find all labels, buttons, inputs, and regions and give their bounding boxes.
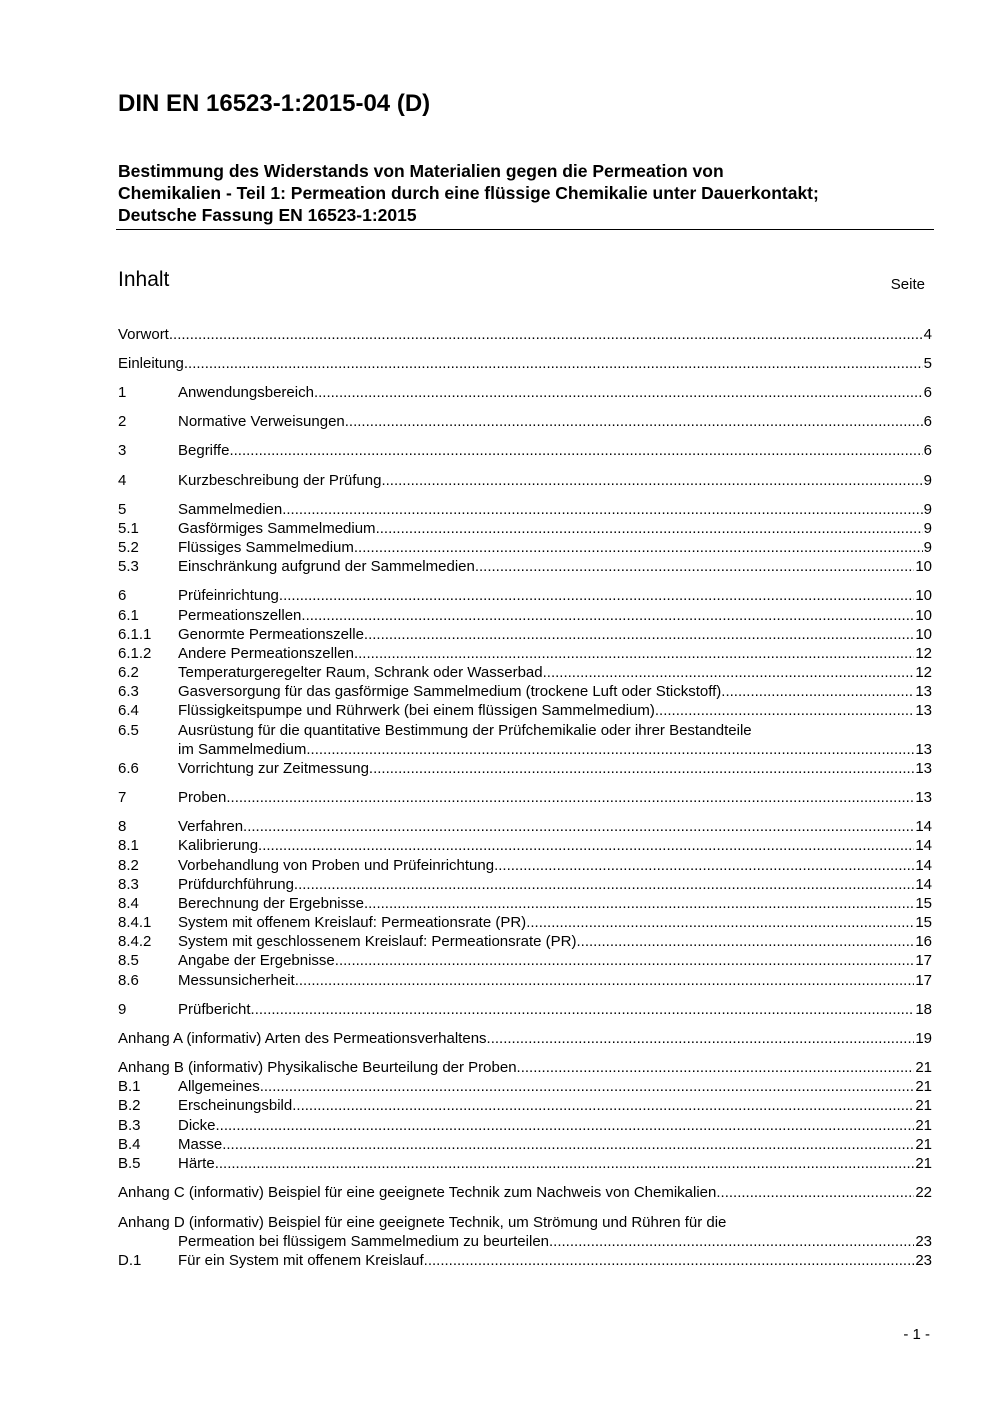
toc-dot-leader [655,701,914,720]
subtitle-line: Chemikalien - Teil 1: Permeation durch eine flüssige Chemikalie unter Dauerkontakt; [118,183,819,203]
toc-entry-number: 8.6 [118,972,139,989]
page-number: - 1 - [903,1326,930,1343]
toc-dot-leader [226,788,914,807]
toc-entry-label: Gasversorgung für das gasförmige Sammelmedium (trockene Luft oder Stickstoff) [178,683,722,700]
toc-entry-number: 7 [118,789,127,806]
toc-entry[interactable] [118,856,932,875]
toc-dot-leader [169,325,923,344]
toc-entry-label: Vorbehandlung von Proben und Prüfeinrichtung [178,857,495,874]
toc-entry-page: 6 [923,413,932,430]
toc-entry[interactable] [118,586,932,605]
toc-entry-number: 5 [118,501,127,518]
toc-entry-label: Messunsicherheit [178,972,295,989]
toc-entry-label: Prüfbericht [178,1001,251,1018]
toc-dot-leader [222,1135,914,1154]
toc-entry-page: 22 [915,1184,932,1201]
toc-entry[interactable] [118,1183,932,1202]
toc-entry-label: Masse [178,1136,223,1153]
toc-entry-page: 5 [923,355,932,372]
toc-entry-label: Kurzbeschreibung der Prüfung [178,472,382,489]
toc-entry-number: 6.1.2 [118,645,152,662]
toc-entry-page: 18 [915,1001,932,1018]
toc-entry-label: Sammelmedien [178,501,283,518]
toc-entry[interactable] [118,1116,932,1135]
toc-entry-page: 9 [923,472,932,489]
toc-entry[interactable] [118,354,932,373]
toc-entry-page: 10 [915,587,932,604]
toc-entry-number: 2 [118,413,127,430]
toc-entry-first-line [118,721,932,740]
toc-entry[interactable] [118,788,932,807]
toc-entry-number: 6 [118,587,127,604]
toc-entry-label: Prüfeinrichtung [178,587,279,604]
toc-entry-label: Temperaturgeregelter Raum, Schrank oder Wasserbad [178,664,543,681]
toc-entry-number: 6.4 [118,702,139,719]
toc-entry-page: 14 [915,857,932,874]
toc-entry-page: 9 [923,501,932,518]
toc-entry-page: 13 [915,741,932,758]
toc-dot-leader [475,557,914,576]
toc-entry[interactable] [118,500,932,519]
toc-dot-leader [279,586,914,605]
toc-entry[interactable] [118,682,932,701]
toc-entry-number: 5.1 [118,520,139,537]
toc-dot-leader [424,1251,915,1270]
document-title: DIN EN 16523-1:2015-04 (D) [118,90,431,117]
toc-entry-number: 6.5 [118,722,139,739]
toc-entry-label: Härte [178,1155,215,1172]
toc-dot-leader [251,1000,915,1019]
toc-entry[interactable] [118,1135,932,1154]
toc-entry-label: Permeation bei flüssigem Sammelmedium zu beurteilen [178,1233,550,1250]
toc-entry-label: Anhang D (informativ) Beispiel für eine geeignete Technik, um Strömung und Rühren für die [118,1214,727,1231]
toc-entry[interactable] [118,1232,932,1251]
toc-entry-number: 8.4.1 [118,914,152,931]
toc-entry-label: Einschränkung aufgrund der Sammelmedien [178,558,475,575]
toc-entry-label: Erscheinungsbild [178,1097,293,1114]
toc-dot-leader [216,1116,915,1135]
toc-entry[interactable] [118,663,932,682]
toc-dot-leader [364,894,914,913]
toc-dot-leader [258,836,914,855]
toc-dot-leader [721,682,914,701]
toc-dot-leader [376,519,923,538]
toc-dot-leader [517,1058,915,1077]
toc-entry-label: Gasförmiges Sammelmedium [178,520,376,537]
toc-entry-number: 5.3 [118,558,139,575]
toc-entry[interactable] [118,606,932,625]
toc-entry[interactable] [118,519,932,538]
toc-entry-page: 10 [915,626,932,643]
toc-entry-label: Einleitung [118,355,184,372]
toc-dot-leader [282,500,922,519]
toc-entry-page: 9 [923,520,932,537]
toc-entry[interactable] [118,913,932,932]
toc-entry-first-line [118,1213,932,1232]
toc-entry-number: 8.4 [118,895,139,912]
toc-dot-leader [301,606,914,625]
toc-entry-number: B.4 [118,1136,141,1153]
toc-entry-label: Verfahren [178,818,244,835]
toc-entry-page: 21 [915,1117,932,1134]
toc-entry[interactable] [118,1077,932,1096]
toc-entry-number: 9 [118,1001,127,1018]
toc-entry[interactable] [118,875,932,894]
toc-entry[interactable] [118,701,932,720]
toc-dot-leader [345,412,923,431]
toc-entry-number: B.2 [118,1097,141,1114]
toc-dot-leader [184,354,923,373]
toc-entry[interactable] [118,759,932,778]
toc-entry[interactable] [118,557,932,576]
toc-entry-page: 14 [915,876,932,893]
toc-entry-page: 13 [915,789,932,806]
toc-entry-page: 21 [915,1155,932,1172]
toc-entry-label: Begriffe [178,442,230,459]
toc-entry[interactable] [118,740,932,759]
toc-entry-number: B.5 [118,1155,141,1172]
toc-dot-leader [354,644,914,663]
toc-entry-page: 21 [915,1097,932,1114]
toc-entry-number: 8.1 [118,837,139,854]
toc-entry-label: Für ein System mit offenem Kreislauf [178,1252,424,1269]
toc-entry-page: 23 [915,1233,932,1250]
toc-dot-leader [543,663,915,682]
toc-entry-label: Andere Permeationszellen [178,645,354,662]
toc-entry-page: 6 [923,442,932,459]
toc-entry[interactable] [118,1154,932,1173]
toc-dot-leader [487,1029,915,1048]
toc-entry-number: 8.3 [118,876,139,893]
toc-dot-leader [260,1077,915,1096]
toc-entry[interactable] [118,325,932,344]
toc-dot-leader [364,625,914,644]
toc-entry-page: 16 [915,933,932,950]
toc-entry[interactable] [118,1058,932,1077]
toc-dot-leader [292,1096,914,1115]
toc-entry-label: Permeationszellen [178,607,302,624]
toc-dot-leader [295,971,915,990]
toc-entry-page: 12 [915,664,932,681]
toc-entry-number: B.1 [118,1078,141,1095]
toc-dot-leader [335,951,915,970]
toc-entry-number: 1 [118,384,127,401]
toc-entry-number: B.3 [118,1117,141,1134]
toc-entry[interactable] [118,817,932,836]
subtitle-line: Bestimmung des Widerstands von Materialien gegen die Permeation von [118,161,724,181]
toc-entry-page: 10 [915,607,932,624]
toc-entry-label: Proben [178,789,227,806]
toc-entry[interactable] [118,538,932,557]
toc-entry[interactable] [118,1251,932,1270]
toc-entry-label: Anhang B (informativ) Physikalische Beurteilung der Proben [118,1059,517,1076]
toc-entry-page: 23 [915,1252,932,1269]
toc-entry-page: 21 [915,1136,932,1153]
toc-entry-label: Ausrüstung für die quantitative Bestimmung der Prüfchemikalie oder ihrer Bestandteile [178,722,752,739]
toc-entry-page: 4 [923,326,932,343]
toc-entry-number: 8.4.2 [118,933,152,950]
toc-entry-number: 4 [118,472,127,489]
toc-entry[interactable] [118,412,932,431]
toc-entry[interactable] [118,1000,932,1019]
toc-entry-page: 9 [923,539,932,556]
toc-entry-number: 8 [118,818,127,835]
toc-dot-leader [716,1183,914,1202]
title-divider [116,229,934,230]
toc-dot-leader [526,913,914,932]
toc-dot-leader [494,856,914,875]
toc-entry-number: 3 [118,442,127,459]
toc-entry-number: 6.6 [118,760,139,777]
toc-dot-leader [215,1154,915,1173]
toc-entry-label: Flüssigkeitspumpe und Rührwerk (bei einem flüssigen Sammelmedium) [178,702,655,719]
toc-dot-leader [576,932,914,951]
toc-entry[interactable] [118,1029,932,1048]
toc-entry-label: Dicke [178,1117,216,1134]
toc-entry[interactable] [118,644,932,663]
toc-entry-page: 6 [923,384,932,401]
toc-entry-page: 13 [915,702,932,719]
toc-entry-page: 17 [915,952,932,969]
toc-entry-number: 6.3 [118,683,139,700]
toc-entry-label: System mit geschlossenem Kreislauf: Permeationsrate (PR) [178,933,577,950]
toc-entry-label: Prüfdurchführung [178,876,294,893]
toc-entry-page: 19 [915,1030,932,1047]
toc-dot-leader [306,740,914,759]
toc-dot-leader [549,1232,914,1251]
toc-entry-page: 14 [915,818,932,835]
toc-entry-label: Allgemeines [178,1078,260,1095]
toc-entry[interactable] [118,383,932,402]
toc-entry-page: 12 [915,645,932,662]
toc-entry-page: 17 [915,972,932,989]
toc-entry-number: D.1 [118,1252,142,1269]
toc-entry-number: 6.1.1 [118,626,152,643]
toc-entry-page: 21 [915,1078,932,1095]
toc-entry-page: 14 [915,837,932,854]
toc-entry-label: Vorrichtung zur Zeitmessung [178,760,369,777]
toc-entry-label: Angabe der Ergebnisse [178,952,335,969]
toc-entry[interactable] [118,441,932,460]
toc-entry-number: 6.2 [118,664,139,681]
toc-entry-label: Normative Verweisungen [178,413,345,430]
toc-entry-number: 5.2 [118,539,139,556]
toc-entry-page: 13 [915,683,932,700]
toc-entry[interactable] [118,625,932,644]
toc-entry-label: Vorwort [118,326,169,343]
toc-entry[interactable] [118,836,932,855]
toc-entry[interactable] [118,971,932,990]
toc-entry-label: Genormte Permeationszelle [178,626,364,643]
toc-entry-label: Anhang C (informativ) Beispiel für eine geeignete Technik zum Nachweis von Chemikalien [118,1184,717,1201]
contents-heading: Inhalt [118,268,170,291]
toc-entry[interactable] [118,1096,932,1115]
toc-dot-leader [369,759,914,778]
toc-entry-label: System mit offenem Kreislauf: Permeationsrate (PR) [178,914,527,931]
document-subtitle [118,160,934,226]
toc-entry[interactable] [118,471,932,490]
toc-entry-label: Berechnung der Ergebnisse [178,895,364,912]
toc-dot-leader [229,441,922,460]
toc-entry-number: 8.2 [118,857,139,874]
toc-entry-label: Anwendungsbereich [178,384,314,401]
toc-dot-leader [314,383,923,402]
toc-dot-leader [354,538,923,557]
toc-entry[interactable] [118,951,932,970]
toc-entry-page: 15 [915,914,932,931]
page-column-heading: Seite [890,276,925,293]
subtitle-line: Deutsche Fassung EN 16523-1:2015 [118,205,417,225]
toc-entry[interactable] [118,894,932,913]
toc-entry-label: im Sammelmedium [178,741,307,758]
toc-dot-leader [243,817,914,836]
toc-entry-label: Anhang A (informativ) Arten des Permeationsverhaltens [118,1030,487,1047]
toc-entry-number: 8.5 [118,952,139,969]
toc-entry-page: 21 [915,1059,932,1076]
toc-entry[interactable] [118,932,932,951]
toc-entry-page: 15 [915,895,932,912]
toc-entry-page: 10 [915,558,932,575]
toc-entry-number: 6.1 [118,607,139,624]
toc-entry-label: Flüssiges Sammelmedium [178,539,354,556]
toc-dot-leader [381,471,922,490]
toc-entry-label: Kalibrierung [178,837,259,854]
toc-dot-leader [294,875,914,894]
toc-entry-page: 13 [915,760,932,777]
